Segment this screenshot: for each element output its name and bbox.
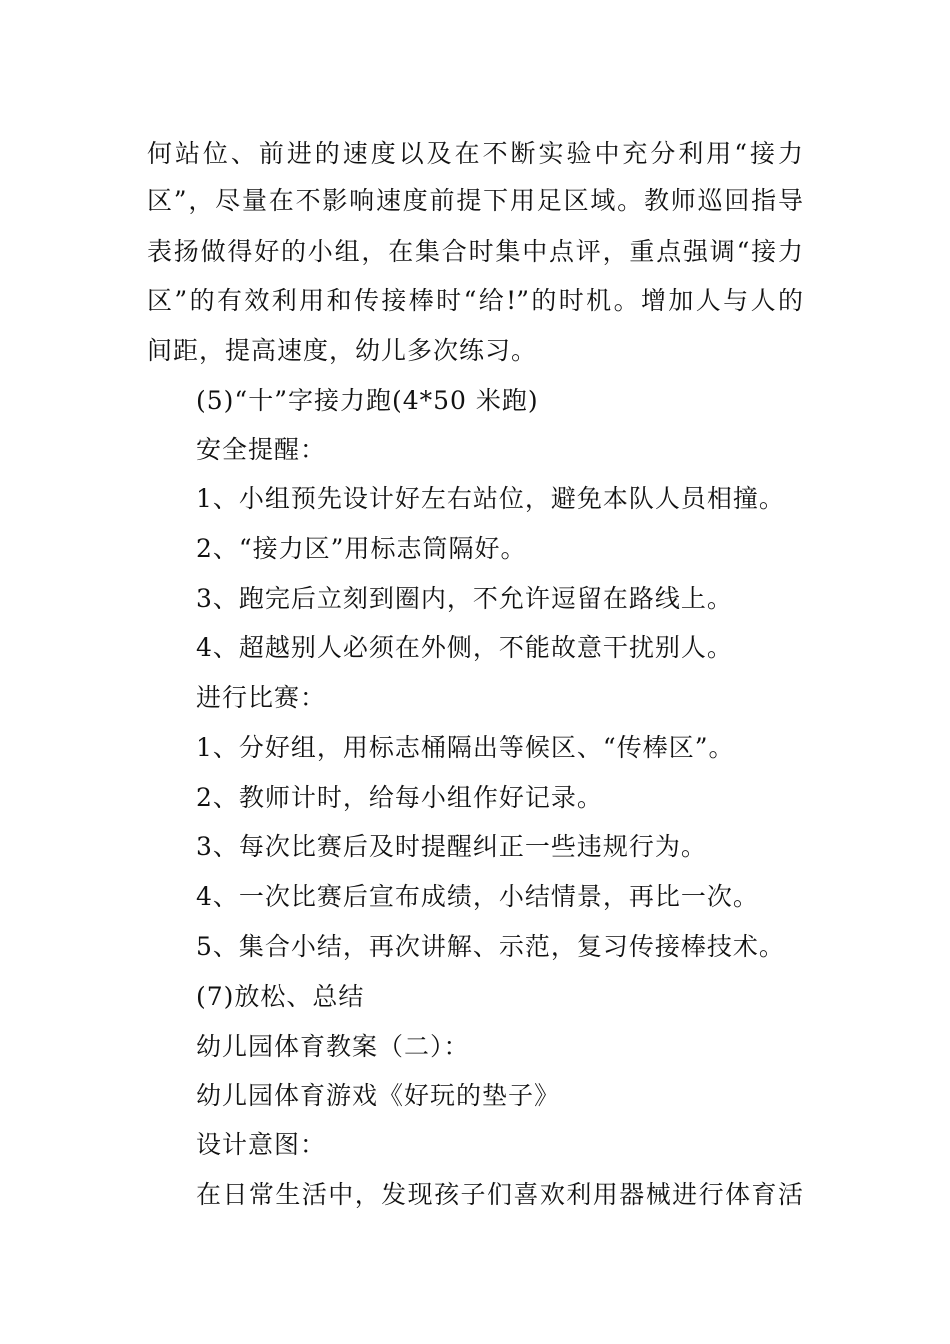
- subheading: 安全提醒：: [196, 435, 327, 464]
- section-heading: (5)“十”字接力跑(4*50 米跑): [196, 386, 539, 415]
- paragraph-line: 间距，提高速度，幼儿多次练习。: [147, 336, 538, 365]
- list-item: 5、集合小结，再次讲解、示范，复习传接棒技术。: [196, 932, 785, 961]
- paragraph-line: 在日常生活中，发现孩子们喜欢利用器械进行体育活: [196, 1180, 803, 1209]
- list-item: 4、一次比赛后宣布成绩，小结情景，再比一次。: [196, 882, 759, 911]
- list-item: 1、小组预先设计好左右站位，避免本队人员相撞。: [196, 484, 785, 513]
- paragraph-line: 区”，尽量在不影响速度前提下用足区域。教师巡回指导: [147, 186, 803, 215]
- subheading: 设计意图：: [196, 1130, 327, 1159]
- paragraph-line: 何站位、前进的速度以及在不断实验中充分利用“接力: [147, 139, 803, 168]
- game-title: 幼儿园体育游戏《好玩的垫子》: [196, 1081, 561, 1110]
- list-item: 2、“接力区”用标志筒隔好。: [196, 534, 527, 563]
- subheading: 进行比赛：: [196, 683, 327, 712]
- section-heading: (7)放松、总结: [196, 982, 365, 1011]
- list-item: 3、每次比赛后及时提醒纠正一些违规行为。: [196, 832, 707, 861]
- list-item: 2、教师计时，给每小组作好记录。: [196, 783, 603, 812]
- list-item: 3、跑完后立刻到圈内，不允许逗留在路线上。: [196, 584, 733, 613]
- lesson-plan-title: 幼儿园体育教案（二）：: [196, 1032, 470, 1061]
- paragraph-line: 区”的有效利用和传接棒时“给!”的时机。增加人与人的: [147, 286, 803, 315]
- list-item: 4、超越别人必须在外侧，不能故意干扰别人。: [196, 633, 733, 662]
- list-item: 1、分好组，用标志桶隔出等候区、“传棒区”。: [196, 733, 735, 762]
- paragraph-line: 表扬做得好的小组，在集合时集中点评，重点强调“接力: [147, 237, 803, 266]
